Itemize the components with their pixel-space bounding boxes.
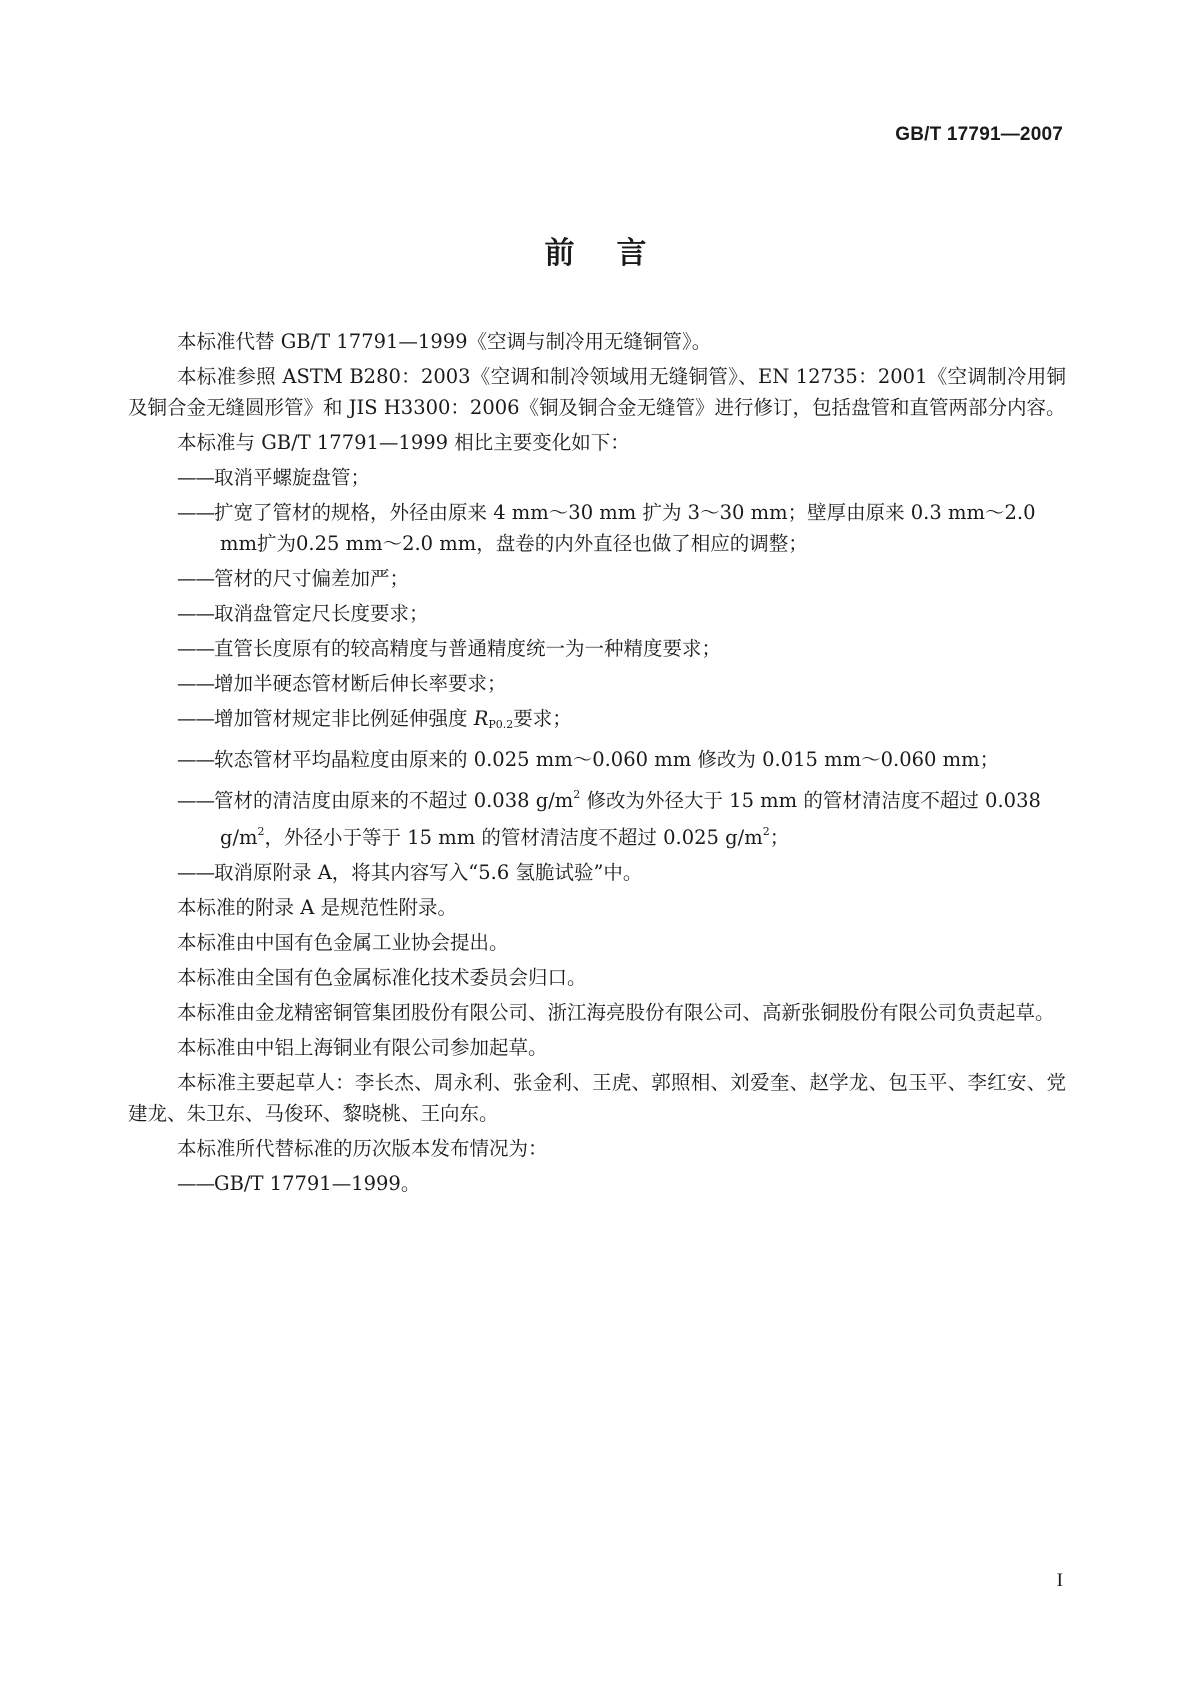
change-item xyxy=(128,598,1066,629)
superscript: 2 xyxy=(762,825,770,838)
dash-marker: —— xyxy=(177,861,214,884)
change-text: 取消平螺旋盘管； xyxy=(214,466,371,489)
strength-subscript: P0.2 xyxy=(488,718,514,731)
version-item xyxy=(128,1168,1066,1199)
paragraph-administrator: 本标准由全国有色金属标准化技术委员会归口。 xyxy=(177,966,587,989)
change-text: 扩宽了管材的规格，外径由原来 4 mm～30 mm 扩为 3～30 mm；壁厚由原来 0.3 mm～2.0 mm扩为0.25 mm～2.0 mm，盘卷的内外直径也做了相应的调整； xyxy=(214,501,1036,555)
dash-marker: —— xyxy=(177,707,214,730)
foreword-body xyxy=(128,326,1066,1203)
change-item xyxy=(128,497,1066,559)
strength-symbol: R xyxy=(473,707,489,730)
paragraph-replaces: 本标准代替 GB/T 17791—1999《空调与制冷用无缝铜管》。 xyxy=(177,330,712,353)
paragraph-changes-intro: 本标准与 GB/T 17791—1999 相比主要变化如下： xyxy=(177,431,630,454)
change-item xyxy=(128,633,1066,664)
change-text: 软态管材平均晶粒度由原来的 0.025 mm～0.060 mm 修改为 0.015 mm～0.060 mm； xyxy=(214,748,1000,771)
dash-marker: —— xyxy=(177,602,214,625)
page-title: 前言 xyxy=(544,236,689,271)
dash-marker: —— xyxy=(177,1172,214,1195)
change-text: 管材的清洁度由原来的不超过 0.038 g/m xyxy=(214,789,574,812)
change-text: ，外径小于等于 15 mm 的管材清洁度不超过 0.025 g/m xyxy=(264,826,763,849)
change-text: 管材的尺寸偏差加严； xyxy=(214,567,410,590)
superscript: 2 xyxy=(257,825,265,838)
change-item xyxy=(128,744,1066,775)
change-text: 要求； xyxy=(513,707,572,730)
dash-marker: —— xyxy=(177,789,214,812)
change-item xyxy=(128,668,1066,699)
dash-marker: —— xyxy=(177,672,214,695)
paragraph-annex: 本标准的附录 A 是规范性附录。 xyxy=(177,896,457,919)
change-text: 增加管材规定非比例延伸强度 xyxy=(214,707,474,730)
version-text: GB/T 17791—1999。 xyxy=(214,1172,421,1195)
dash-marker: —— xyxy=(177,637,214,660)
change-text: 取消原附录 A，将其内容写入“5.6 氢脆试验”中。 xyxy=(214,861,643,884)
change-item xyxy=(128,462,1066,493)
change-item xyxy=(128,703,1066,740)
change-item xyxy=(128,563,1066,594)
change-text: 增加半硬态管材断后伸长率要求； xyxy=(214,672,507,695)
change-text: 修改为外径大于 15 mm 的管材清洁度不超过 0.038 g/m xyxy=(220,789,1041,849)
change-item xyxy=(128,857,1066,888)
change-text: 直管长度原有的较高精度与普通精度统一为一种精度要求； xyxy=(214,637,722,660)
dash-marker: —— xyxy=(177,567,214,590)
paragraph-participant: 本标准由中铝上海铜业有限公司参加起草。 xyxy=(177,1036,548,1059)
dash-marker: —— xyxy=(177,466,214,489)
paragraph-references: 本标准参照 ASTM B280：2003《空调和制冷领域用无缝铜管》、EN 12735：2001《空调制冷用铜及铜合金无缝圆形管》和 JIS H3300：2006《铜及铜合金无缝管》进行修订，包括盘管和直管两部分内容。 xyxy=(128,365,1066,419)
paragraph-drafters-org: 本标准由金龙精密铜管集团股份有限公司、浙江海亮股份有限公司、高新张铜股份有限公司负责起草。 xyxy=(177,1001,1055,1024)
change-text: 取消盘管定尺长度要求； xyxy=(214,602,429,625)
paragraph-proposer: 本标准由中国有色金属工业协会提出。 xyxy=(177,931,509,954)
standard-code: GB/T 17791—2007 xyxy=(895,124,1063,145)
page-number: I xyxy=(1056,1570,1063,1591)
superscript: 2 xyxy=(573,788,581,801)
dash-marker: —— xyxy=(177,748,214,771)
change-item xyxy=(128,779,1066,853)
paragraph-history: 本标准所代替标准的历次版本发布情况为： xyxy=(177,1137,548,1160)
paragraph-drafters: 本标准主要起草人：李长杰、周永利、张金利、王虎、郭照相、刘爱奎、赵学龙、包玉平、李红安、党建龙、朱卫东、马俊环、黎晓桃、王向东。 xyxy=(128,1071,1066,1125)
change-text: ； xyxy=(769,826,790,849)
dash-marker: —— xyxy=(177,501,214,524)
